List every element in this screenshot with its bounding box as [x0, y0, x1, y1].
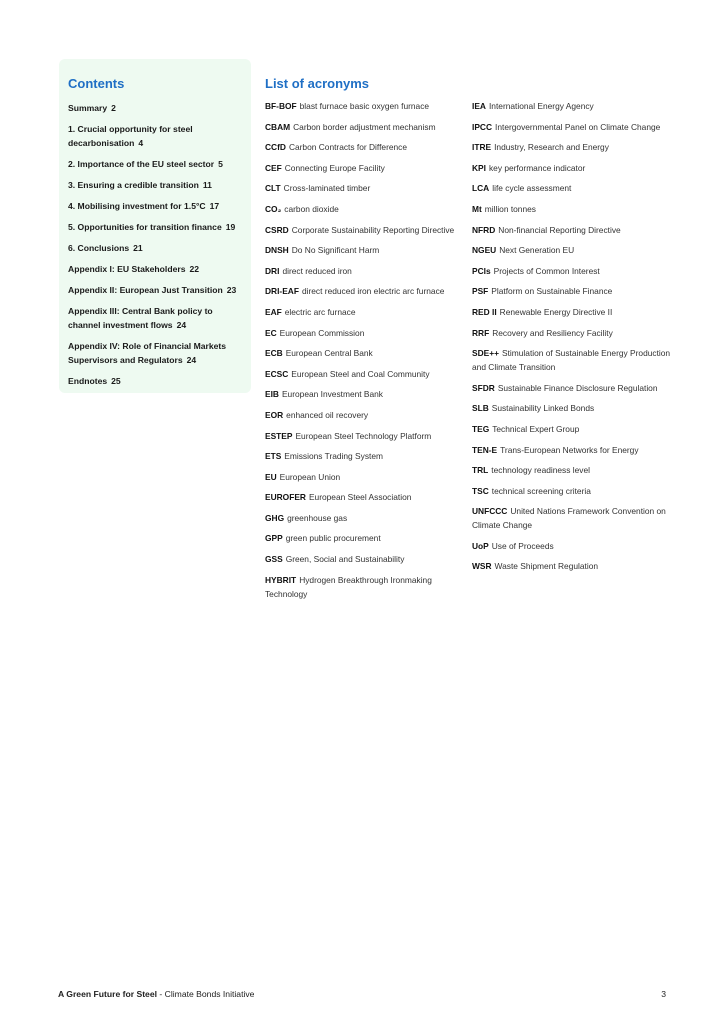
- acronym-definition: Stimulation of Sustainable Energy Production and Climate Transition: [472, 348, 671, 373]
- footer-title: [58, 989, 254, 999]
- toc-item[interactable]: [68, 304, 242, 332]
- acronym-item: [472, 202, 672, 216]
- acronym-definition: Recovery and Resiliency Facility: [492, 327, 613, 338]
- acronym-item: [265, 264, 460, 278]
- acronym-abbr: RED II: [472, 306, 497, 317]
- acronym-definition: Carbon border adjustment mechanism: [293, 121, 436, 132]
- acronym-definition: million tonnes: [484, 203, 536, 214]
- acronym-item: [472, 284, 672, 298]
- acronym-abbr: GSS: [265, 554, 283, 565]
- acronym-item: [265, 326, 460, 340]
- acronym-definition: Sustainable Finance Disclosure Regulation: [497, 382, 658, 393]
- acronym-item: [265, 511, 460, 525]
- acronym-definition: Carbon Contracts for Difference: [288, 142, 408, 153]
- acronym-item: [472, 120, 672, 134]
- toc-item-label: Appendix I: EU Stakeholders: [68, 264, 186, 274]
- toc-item[interactable]: [68, 283, 242, 297]
- acronym-definition: technical screening criteria: [491, 485, 591, 496]
- acronym-item: [472, 422, 672, 436]
- page-number: 3: [661, 989, 666, 999]
- acronym-item: [265, 243, 460, 257]
- acronym-item: [472, 99, 672, 113]
- toc-item-label: 6. Conclusions: [68, 243, 130, 253]
- acronym-item: [472, 264, 672, 278]
- acronym-abbr: TEN-E: [472, 444, 498, 455]
- acronym-definition: Connecting Europe Facility: [284, 162, 385, 173]
- acronym-definition: carbon dioxide: [284, 203, 339, 214]
- acronym-definition: Emissions Trading System: [284, 451, 383, 462]
- acronym-item: [265, 120, 460, 134]
- toc-item-page: 23: [226, 285, 237, 295]
- acronym-abbr: IEA: [472, 101, 486, 111]
- acronym-abbr: CLT: [265, 183, 281, 194]
- acronym-item: [265, 449, 460, 463]
- acronym-definition: blast furnace basic oxygen furnace: [299, 101, 430, 111]
- acronym-item: [265, 387, 460, 401]
- acronym-abbr: UNFCCC: [472, 506, 508, 517]
- toc-item-page: 22: [189, 264, 200, 274]
- acronym-item: [472, 484, 672, 498]
- acronym-definition: Renewable Energy Directive II: [499, 306, 613, 317]
- toc-item-page: 21: [133, 243, 143, 253]
- acronym-item: [472, 326, 672, 340]
- acronym-abbr: LCA: [472, 183, 490, 194]
- acronym-definition: International Energy Agency: [488, 101, 594, 111]
- toc-item[interactable]: [68, 122, 242, 150]
- toc-item-page: 25: [111, 376, 121, 386]
- toc-item-label: 4. Mobilising investment for 1.5°C: [68, 201, 206, 211]
- acronym-abbr: NFRD: [472, 224, 496, 235]
- acronym-definition: life cycle assessment: [492, 183, 572, 194]
- acronym-definition: European Central Bank: [285, 348, 373, 359]
- toc-item[interactable]: [68, 178, 242, 192]
- toc-item-label: Appendix II: European Just Transition: [68, 285, 223, 295]
- toc-item-label: Appendix III: Central Bank policy to channel investment flows: [68, 306, 213, 330]
- acronym-item: [265, 284, 460, 298]
- acronym-item: [265, 161, 460, 175]
- acronym-abbr: EIB: [265, 389, 279, 400]
- acronym-definition: electric arc furnace: [284, 306, 356, 317]
- acronym-abbr: TRL: [472, 465, 489, 476]
- acronym-item: [472, 305, 672, 319]
- acronym-item: [472, 539, 672, 553]
- acronym-item: [265, 367, 460, 381]
- acronym-item: [265, 181, 460, 195]
- acronyms-column-a: [265, 99, 460, 607]
- toc-item[interactable]: [68, 220, 242, 234]
- acronym-abbr: Mt: [472, 203, 482, 214]
- acronym-item: [265, 552, 460, 566]
- acronym-abbr: IPCC: [472, 121, 493, 132]
- acronym-definition: Cross-laminated timber: [283, 183, 371, 194]
- acronym-abbr: DRI: [265, 265, 280, 276]
- footer-title-rest: - Climate Bonds Initiative: [157, 989, 255, 999]
- acronym-abbr: KPI: [472, 162, 486, 173]
- acronym-definition: European Steel Association: [308, 492, 412, 503]
- toc-item[interactable]: [68, 339, 242, 367]
- acronym-item: [265, 470, 460, 484]
- toc-item[interactable]: [68, 101, 242, 115]
- acronym-abbr: CBAM: [265, 121, 291, 132]
- acronym-item: [265, 99, 460, 113]
- toc-item-label: 3. Ensuring a credible transition: [68, 180, 199, 190]
- acronym-definition: Use of Proceeds: [491, 540, 554, 551]
- acronym-definition: Do No Significant Harm: [291, 245, 380, 256]
- acronym-definition: direct reduced iron: [282, 265, 352, 276]
- acronym-item: [472, 463, 672, 477]
- acronym-abbr: NGEU: [472, 245, 497, 256]
- acronym-definition: Technical Expert Group: [492, 423, 580, 434]
- acronym-abbr: CCfD: [265, 142, 286, 153]
- acronym-abbr: UoP: [472, 540, 489, 551]
- toc-item-page: 19: [225, 222, 236, 232]
- contents-list: [68, 101, 242, 388]
- acronym-abbr: RRF: [472, 327, 490, 338]
- acronyms-heading: List of acronyms: [265, 76, 370, 91]
- acronym-abbr: EUROFER: [265, 492, 306, 503]
- acronym-definition: Trans-European Networks for Energy: [500, 444, 639, 455]
- acronym-item: [472, 381, 672, 395]
- acronym-definition: direct reduced iron electric arc furnace: [301, 286, 445, 297]
- toc-item-label: 1. Crucial opportunity for steel decarbonisation: [68, 124, 193, 148]
- acronym-item: [265, 408, 460, 422]
- acronym-abbr: EC: [265, 327, 277, 338]
- acronym-definition: European Commission: [279, 327, 365, 338]
- acronym-abbr: ESTEP: [265, 430, 293, 441]
- acronym-abbr: ITRE: [472, 142, 492, 153]
- acronym-item: [472, 401, 672, 415]
- acronym-abbr: EAF: [265, 306, 282, 317]
- acronym-item: [265, 305, 460, 319]
- acronym-item: [472, 346, 672, 374]
- acronym-abbr: ECB: [265, 348, 283, 359]
- acronym-abbr: PCIs: [472, 265, 491, 276]
- acronym-abbr: PSF: [472, 286, 489, 297]
- toc-item-page: 5: [218, 159, 223, 169]
- toc-item[interactable]: [68, 262, 242, 276]
- acronym-abbr: GHG: [265, 512, 285, 523]
- acronym-item: [265, 429, 460, 443]
- acronym-definition: United Nations Framework Convention on Climate Change: [472, 506, 666, 531]
- toc-item[interactable]: [68, 157, 242, 171]
- acronym-abbr: WSR: [472, 561, 492, 572]
- toc-item-page: 2: [111, 103, 116, 113]
- acronym-definition: European Steel and Coal Community: [291, 368, 430, 379]
- acronym-abbr: TEG: [472, 423, 490, 434]
- acronym-item: [472, 504, 672, 532]
- acronym-definition: technology readiness level: [491, 465, 590, 476]
- acronym-abbr: SDE++: [472, 348, 500, 359]
- toc-item[interactable]: [68, 374, 242, 388]
- acronym-abbr: CEF: [265, 162, 282, 173]
- acronym-definition: Platform on Sustainable Finance: [491, 286, 613, 297]
- acronym-definition: Next Generation EU: [499, 245, 575, 256]
- acronym-abbr: TSC: [472, 485, 489, 496]
- acronym-abbr: SFDR: [472, 382, 495, 393]
- acronym-item: [472, 223, 672, 237]
- acronym-item: [265, 223, 460, 237]
- acronym-item: [265, 490, 460, 504]
- acronym-item: [265, 531, 460, 545]
- acronym-item: [265, 140, 460, 154]
- contents-panel: [59, 59, 251, 393]
- acronym-item: [472, 181, 672, 195]
- acronym-definition: key performance indicator: [488, 162, 586, 173]
- acronym-abbr: SLB: [472, 403, 489, 414]
- toc-item[interactable]: [68, 199, 242, 213]
- toc-item-page: 4: [138, 138, 144, 148]
- acronym-definition: Waste Shipment Regulation: [494, 561, 599, 572]
- acronym-item: [472, 243, 672, 257]
- toc-item-page: 24: [186, 355, 197, 365]
- toc-item-page: 24: [176, 320, 187, 330]
- toc-item-page: 11: [202, 180, 212, 190]
- acronym-item: [472, 443, 672, 457]
- acronym-abbr: GPP: [265, 533, 283, 544]
- acronym-abbr: ECSC: [265, 368, 289, 379]
- toc-item-label: 5. Opportunities for transition finance: [68, 222, 222, 232]
- acronym-abbr: CO₂: [265, 203, 282, 214]
- toc-item-label: Endnotes: [68, 376, 108, 386]
- acronym-definition: European Investment Bank: [281, 389, 383, 400]
- acronym-definition: European Union: [279, 471, 341, 482]
- toc-item-label: Appendix IV: Role of Financial Markets Supervisors and Regulators: [68, 341, 227, 365]
- acronym-item: [265, 202, 460, 216]
- acronym-abbr: DNSH: [265, 245, 289, 256]
- toc-item[interactable]: [68, 241, 242, 255]
- acronym-definition: green public procurement: [285, 533, 381, 544]
- acronym-definition: Green, Social and Sustainability: [285, 554, 405, 565]
- acronym-item: [265, 573, 460, 601]
- acronym-item: [472, 559, 672, 573]
- acronym-definition: Non-financial Reporting Directive: [498, 224, 621, 235]
- acronym-abbr: ETS: [265, 451, 282, 462]
- acronym-definition: enhanced oil recovery: [286, 409, 369, 420]
- footer-title-bold: A Green Future for Steel: [58, 989, 158, 999]
- acronym-abbr: CSRD: [265, 224, 289, 235]
- acronym-abbr: DRI-EAF: [265, 286, 299, 297]
- acronym-item: [265, 346, 460, 360]
- acronym-definition: Industry, Research and Energy: [494, 142, 609, 153]
- acronym-definition: Hydrogen Breakthrough Ironmaking Technology: [265, 574, 432, 599]
- acronym-definition: greenhouse gas: [287, 512, 348, 523]
- acronym-item: [472, 161, 672, 175]
- toc-item-page: 17: [209, 201, 220, 211]
- acronym-abbr: HYBRIT: [265, 574, 297, 585]
- acronym-definition: European Steel Technology Platform: [295, 430, 432, 441]
- toc-item-label: Summary: [68, 103, 108, 113]
- acronym-definition: Corporate Sustainability Reporting Directive: [291, 224, 455, 235]
- acronym-abbr: EU: [265, 471, 277, 482]
- acronym-definition: Intergovernmental Panel on Climate Change: [495, 121, 661, 132]
- toc-item-label: 2. Importance of the EU steel sector: [68, 159, 215, 169]
- acronym-item: [472, 140, 672, 154]
- acronyms-column-b: [472, 99, 672, 580]
- acronym-definition: Projects of Common Interest: [493, 265, 600, 276]
- acronym-definition: Sustainability Linked Bonds: [491, 403, 595, 414]
- acronym-abbr: EOR: [265, 409, 284, 420]
- contents-heading: Contents: [68, 76, 125, 91]
- acronym-abbr: BF-BOF: [265, 101, 297, 111]
